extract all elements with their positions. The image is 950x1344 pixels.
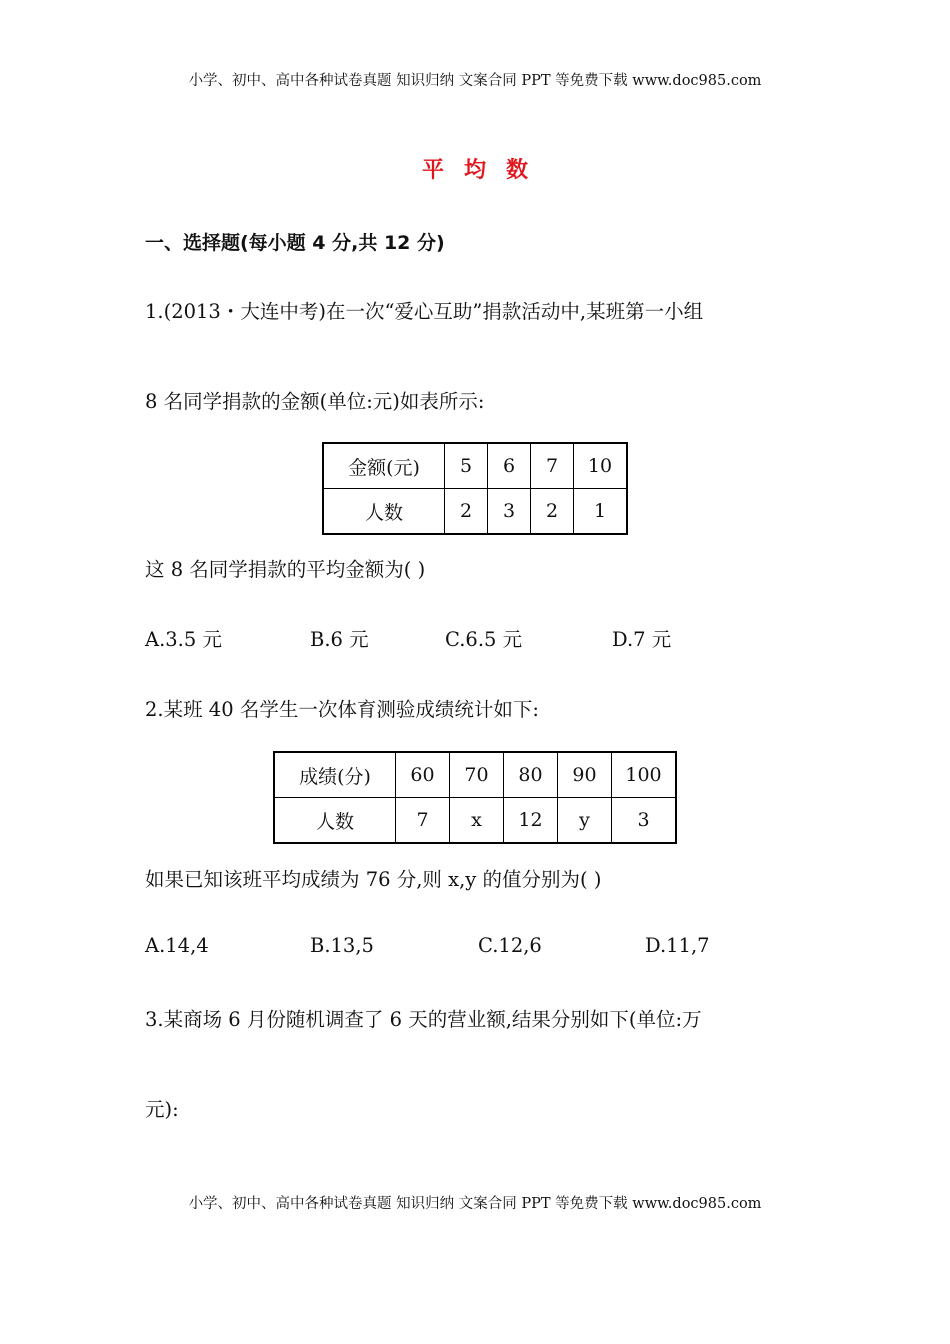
table-cell: 6 [488, 443, 531, 489]
table-cell-label: 金额(元) [323, 443, 445, 489]
q2-option-a: A.14,4 [145, 934, 209, 957]
table-cell: 70 [450, 752, 504, 798]
table-row [323, 443, 627, 489]
page-footer: 小学、初中、高中各种试卷真题 知识归纳 文案合同 PPT 等免费下载 www.doc985.com [188, 1196, 762, 1212]
table-row [274, 752, 676, 798]
table-cell: 7 [531, 443, 574, 489]
q1-table [322, 442, 628, 535]
table-cell: 2 [445, 489, 488, 535]
table-cell: x [450, 798, 504, 844]
table-cell: 5 [445, 443, 488, 489]
table-cell: y [558, 798, 612, 844]
table-cell: 12 [504, 798, 558, 844]
table-cell: 60 [396, 752, 450, 798]
q2-text-line1: 2.某班 40 名学生一次体育测验成绩统计如下: [145, 698, 539, 721]
table-row [274, 798, 676, 844]
q2-table [273, 751, 677, 844]
q3-text-line1: 3.某商场 6 月份随机调查了 6 天的营业额,结果分别如下(单位:万 [145, 1008, 702, 1031]
q2-option-c: C.12,6 [478, 934, 542, 957]
q1-text-line2: 8 名同学捐款的金额(单位:元)如表所示: [145, 390, 485, 413]
table-cell: 10 [574, 443, 628, 489]
section-heading: 一、选择题(每小题 4 分,共 12 分) [145, 232, 445, 254]
page-title: 平均数 [421, 158, 548, 183]
table-cell: 80 [504, 752, 558, 798]
table-cell: 3 [488, 489, 531, 535]
q1-text-line1: 1.(2013・大连中考)在一次“爱心互助”捐款活动中,某班第一小组 [145, 300, 704, 323]
q2-option-d: D.11,7 [645, 934, 710, 957]
q1-option-d: D.7 元 [612, 628, 672, 651]
q3-text-line2: 元): [145, 1098, 179, 1121]
q2-question: 如果已知该班平均成绩为 76 分,则 x,y 的值分别为( ) [145, 868, 602, 891]
table-cell: 7 [396, 798, 450, 844]
table-row [323, 489, 627, 535]
table-cell-label: 成绩(分) [274, 752, 396, 798]
q1-question: 这 8 名同学捐款的平均金额为( ) [145, 558, 426, 581]
table-cell-label: 人数 [274, 798, 396, 844]
table-cell: 3 [612, 798, 677, 844]
table-cell: 2 [531, 489, 574, 535]
page-header: 小学、初中、高中各种试卷真题 知识归纳 文案合同 PPT 等免费下载 www.doc985.com [188, 73, 762, 89]
table-cell: 1 [574, 489, 628, 535]
q1-option-a: A.3.5 元 [145, 628, 222, 651]
q2-option-b: B.13,5 [310, 934, 374, 957]
q1-option-b: B.6 元 [310, 628, 369, 651]
table-cell-label: 人数 [323, 489, 445, 535]
q1-option-c: C.6.5 元 [445, 628, 523, 651]
table-cell: 100 [612, 752, 677, 798]
table-cell: 90 [558, 752, 612, 798]
